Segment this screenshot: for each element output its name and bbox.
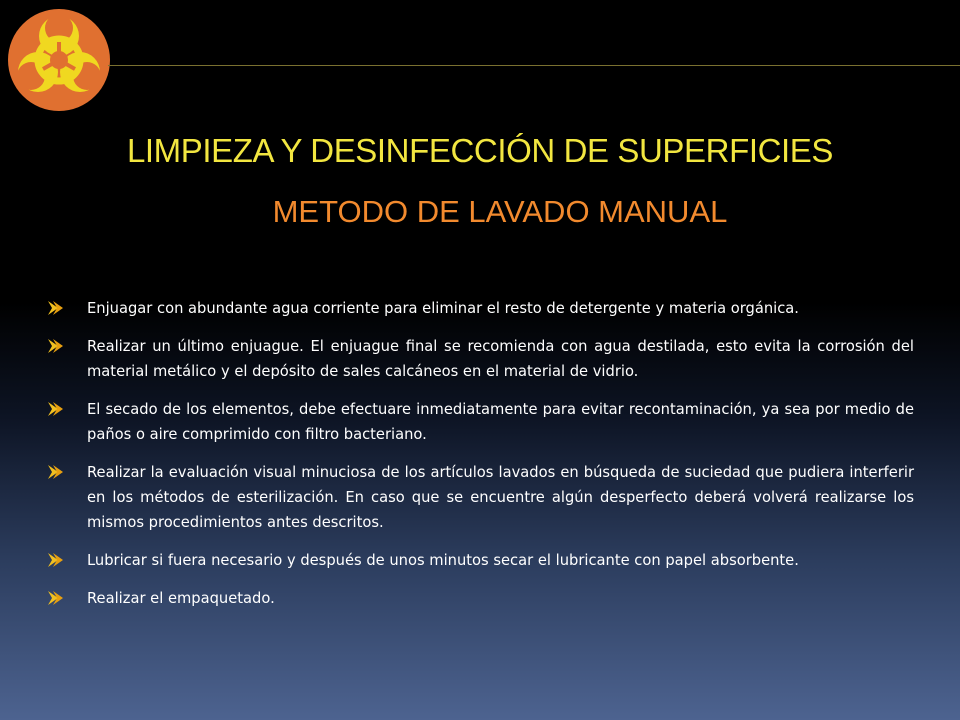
- bullet-item: [48, 460, 914, 535]
- bullet-text: Realizar la evaluación visual minuciosa de los artículos lavados en búsqueda de suciedad que pudiera interferir en los métodos de esterilización. En caso que se encuentre algún desperfecto deberá volverá realizarse los mismos procedimientos antes descritos.: [87, 464, 914, 531]
- arrow-bullet-icon: [48, 591, 64, 605]
- bullet-text: Realizar el empaquetado.: [87, 590, 275, 607]
- bullet-text: Lubricar si fuera necesario y después de unos minutos secar el lubricante con papel absorbente.: [87, 552, 799, 569]
- biohazard-logo: [7, 8, 111, 112]
- arrow-bullet-icon: [48, 339, 64, 353]
- header-divider: [108, 65, 960, 66]
- bullet-item: [48, 334, 914, 384]
- arrow-bullet-icon: [48, 301, 64, 315]
- biohazard-icon: [7, 8, 111, 112]
- slide-subtitle: METODO DE LAVADO MANUAL: [272, 194, 728, 229]
- bullet-list: [48, 296, 914, 624]
- bullet-item: [48, 296, 914, 321]
- arrow-bullet-icon: [48, 465, 64, 479]
- bullet-item: [48, 397, 914, 447]
- bullet-item: [48, 586, 914, 611]
- arrow-bullet-icon: [48, 402, 64, 416]
- slide-title: LIMPIEZA Y DESINFECCIÓN DE SUPERFICIES: [126, 132, 834, 169]
- bullet-text: El secado de los elementos, debe efectuare inmediatamente para evitar recontaminación, ya sea por medio de paños o aire comprimido con filtro bacteriano.: [87, 401, 914, 443]
- bullet-text: Realizar un último enjuague. El enjuague final se recomienda con agua destilada, esto evita la corrosión del material metálico y el depósito de sales calcáneos en el material de vidrio.: [87, 338, 914, 380]
- bullet-item: [48, 548, 914, 573]
- bullet-text: Enjuagar con abundante agua corriente para eliminar el resto de detergente y materia orgánica.: [87, 300, 799, 317]
- arrow-bullet-icon: [48, 553, 64, 567]
